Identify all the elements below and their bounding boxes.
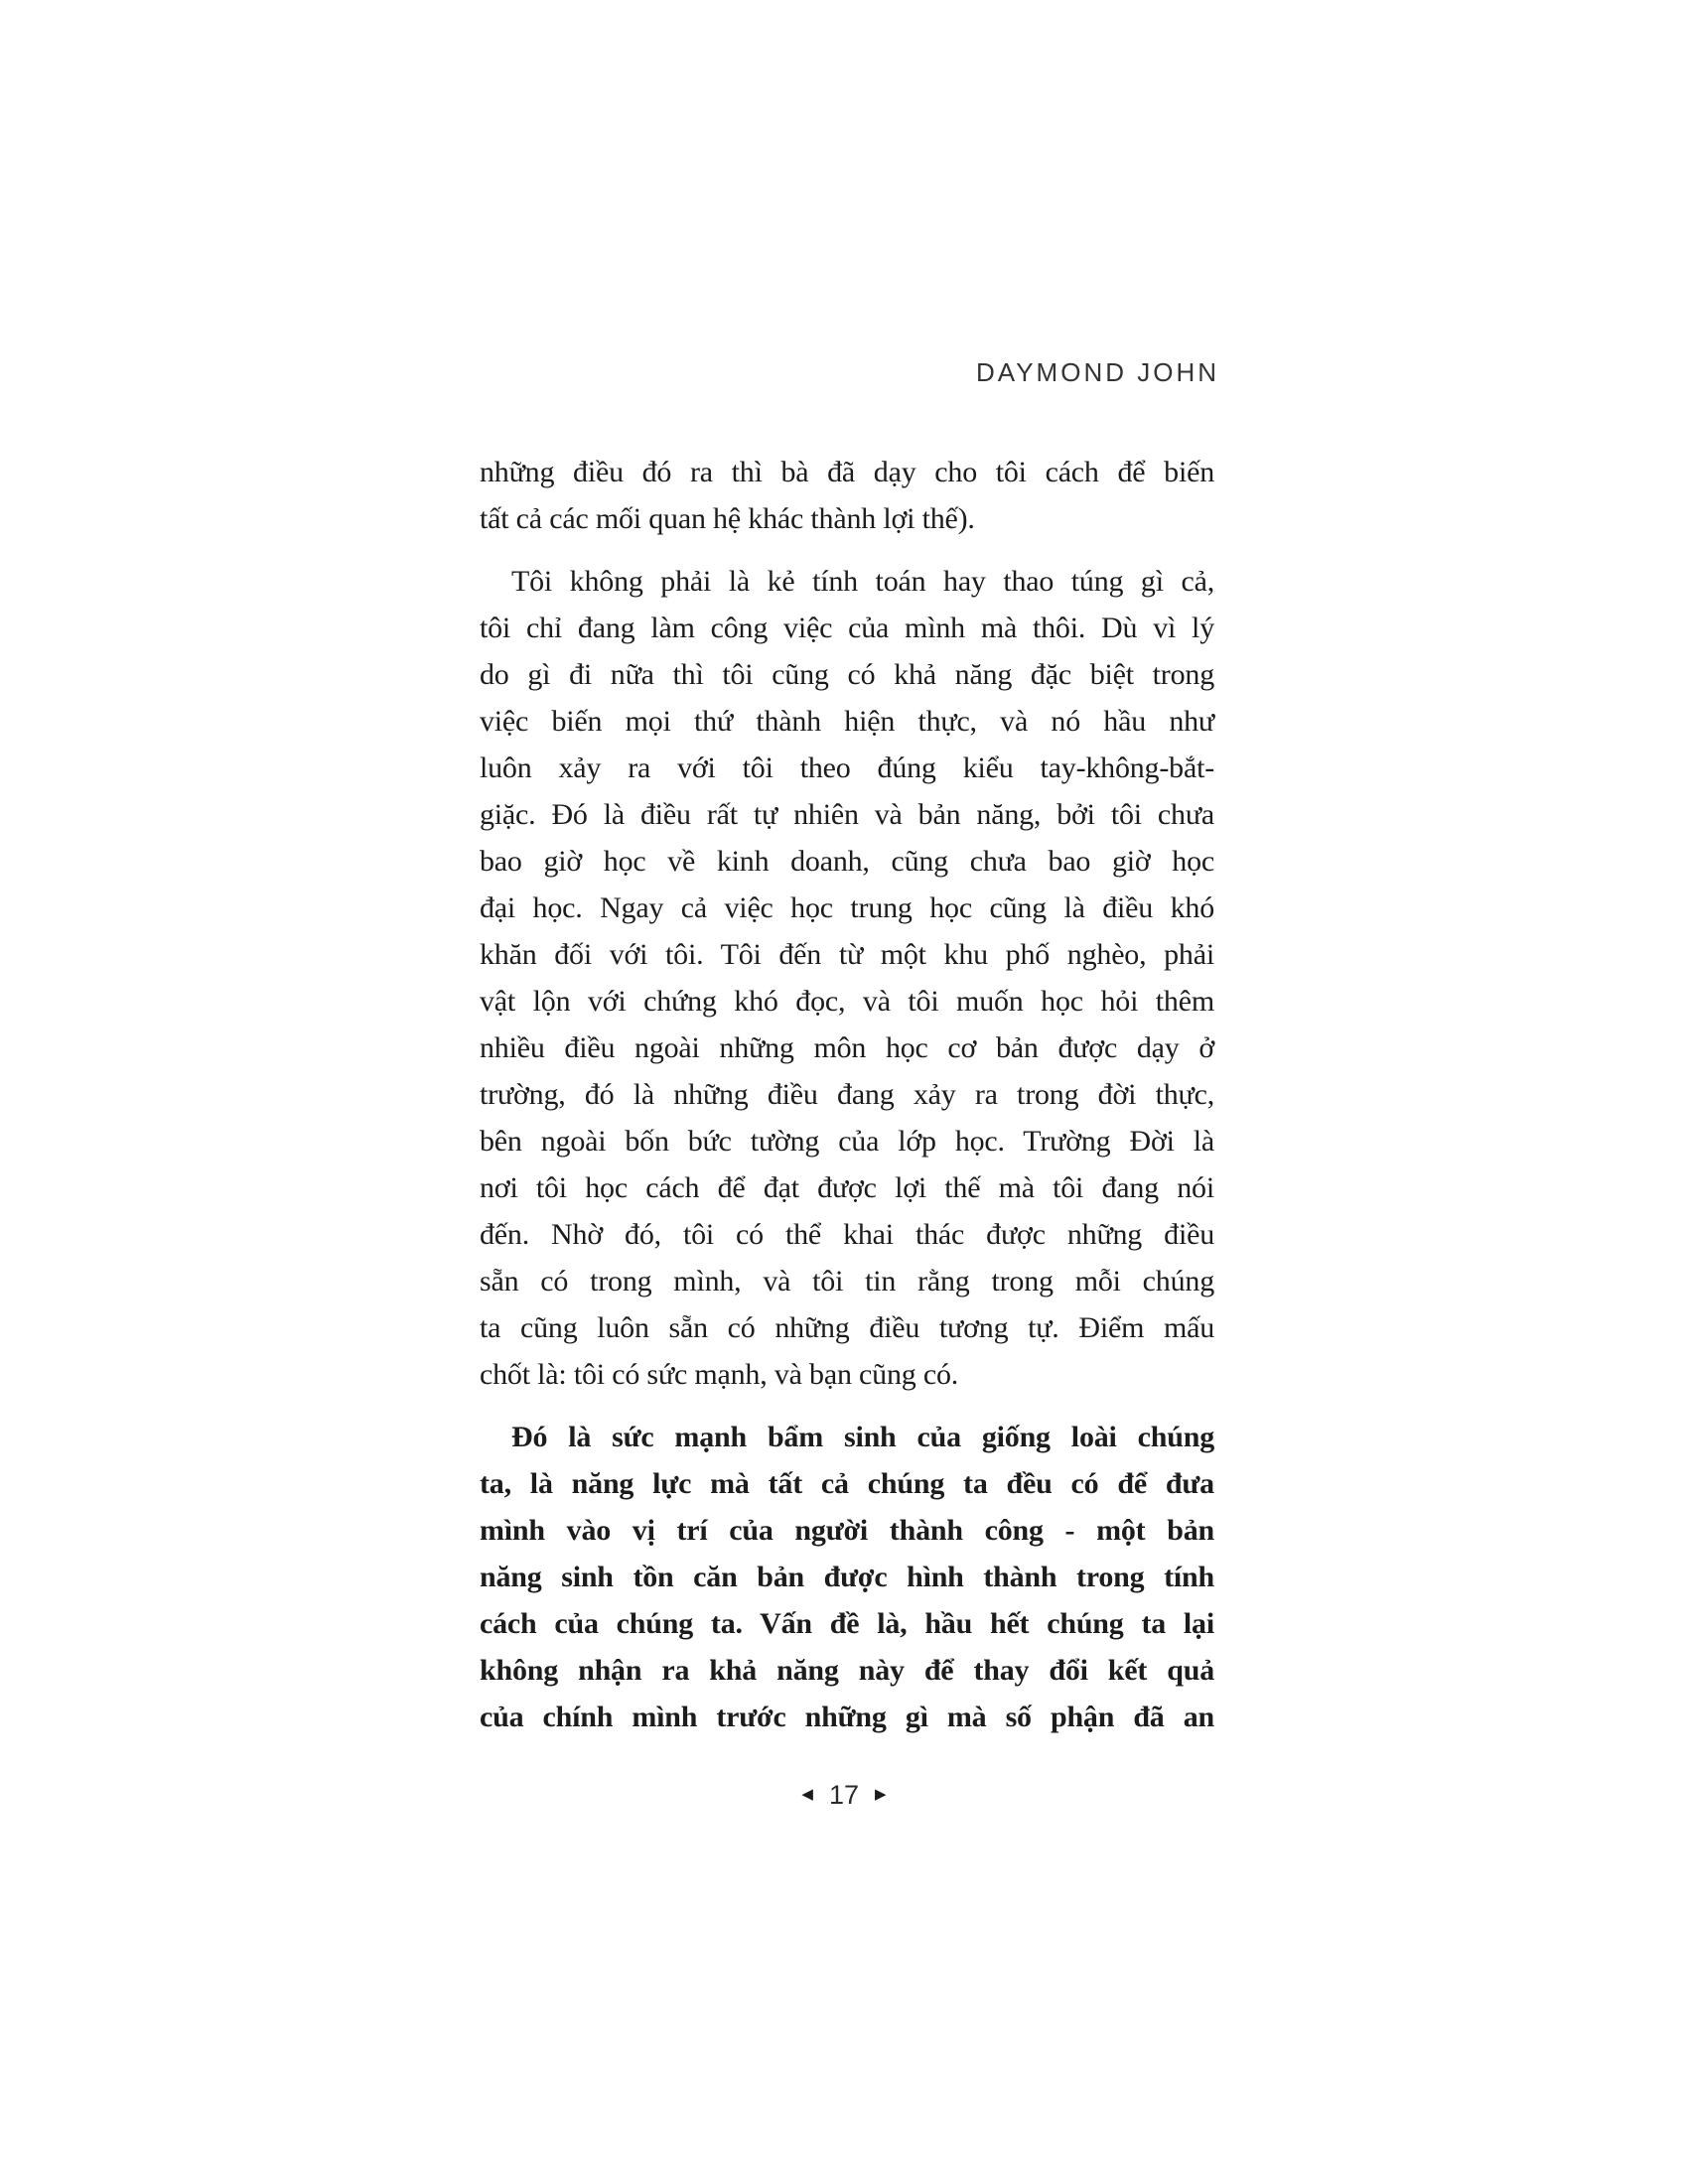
text-line: luôn xảy ra với tôi theo đúng kiểu tay-không-bắt- xyxy=(480,751,1214,784)
text-line: nhiều điều ngoài những môn học cơ bản được dạy ở xyxy=(480,1031,1214,1064)
text-line: vật lộn với chứng khó đọc, và tôi muốn học hỏi thêm xyxy=(480,985,1214,1018)
text-line: ta cũng luôn sẵn có những điều tương tự. Điểm mấu xyxy=(480,1311,1214,1344)
paragraph-body xyxy=(480,558,1214,1398)
text-block xyxy=(480,449,1214,1740)
text-line: của chính mình trước những gì mà số phận đã an xyxy=(480,1701,1214,1733)
text-line: khăn đối với tôi. Tôi đến từ một khu phố nghèo, phải xyxy=(480,938,1214,971)
right-arrow-icon: ▶ xyxy=(875,1787,887,1803)
page-footer xyxy=(0,1782,1688,1809)
paragraph-emphasis xyxy=(480,1414,1214,1740)
text-line: chốt là: tôi có sức mạnh, và bạn cũng có. xyxy=(480,1358,959,1391)
text-line: sẵn có trong mình, và tôi tin rằng trong mỗi chúng xyxy=(480,1265,1214,1297)
text-line: việc biến mọi thứ thành hiện thực, và nó hầu như xyxy=(480,705,1214,738)
text-line: ta, là năng lực mà tất cả chúng ta đều có để đưa xyxy=(480,1467,1214,1500)
text-line: năng sinh tồn căn bản được hình thành trong tính xyxy=(480,1561,1214,1593)
text-line: cách của chúng ta. Vấn đề là, hầu hết chúng ta lại xyxy=(480,1607,1214,1640)
text-line: bên ngoài bốn bức tường của lớp học. Trường Đời là xyxy=(480,1125,1214,1158)
text-line: do gì đi nữa thì tôi cũng có khả năng đặc biệt trong xyxy=(480,658,1214,691)
text-line: mình vào vị trí của người thành công - một bản xyxy=(480,1514,1214,1547)
paragraph-continuation xyxy=(480,449,1214,542)
text-line: đến. Nhờ đó, tôi có thể khai thác được những điều xyxy=(480,1218,1214,1251)
text-line: giặc. Đó là điều rất tự nhiên và bản năng, bởi tôi chưa xyxy=(480,798,1214,831)
text-line: trường, đó là những điều đang xảy ra trong đời thực, xyxy=(480,1078,1214,1111)
text-line: tôi chỉ đang làm công việc của mình mà thôi. Dù vì lý xyxy=(480,612,1214,644)
text-line: bao giờ học về kinh doanh, cũng chưa bao giờ học xyxy=(480,845,1214,878)
text-line: Tôi không phải là kẻ tính toán hay thao túng gì cả, xyxy=(511,565,1214,598)
text-line: Đó là sức mạnh bẩm sinh của giống loài chúng xyxy=(511,1421,1214,1453)
page-number: 17 xyxy=(828,1780,860,1810)
text-line: những điều đó ra thì bà đã dạy cho tôi cách để biến xyxy=(480,456,1214,488)
left-arrow-icon: ◀ xyxy=(801,1787,813,1803)
text-line: tất cả các mối quan hệ khác thành lợi thế). xyxy=(480,502,975,535)
text-line: không nhận ra khả năng này để thay đổi kết quả xyxy=(480,1654,1214,1687)
text-line: nơi tôi học cách để đạt được lợi thế mà tôi đang nói xyxy=(480,1171,1214,1204)
running-header: DAYMOND JOHN xyxy=(976,357,1219,387)
text-line: đại học. Ngay cả việc học trung học cũng là điều khó xyxy=(480,891,1214,924)
